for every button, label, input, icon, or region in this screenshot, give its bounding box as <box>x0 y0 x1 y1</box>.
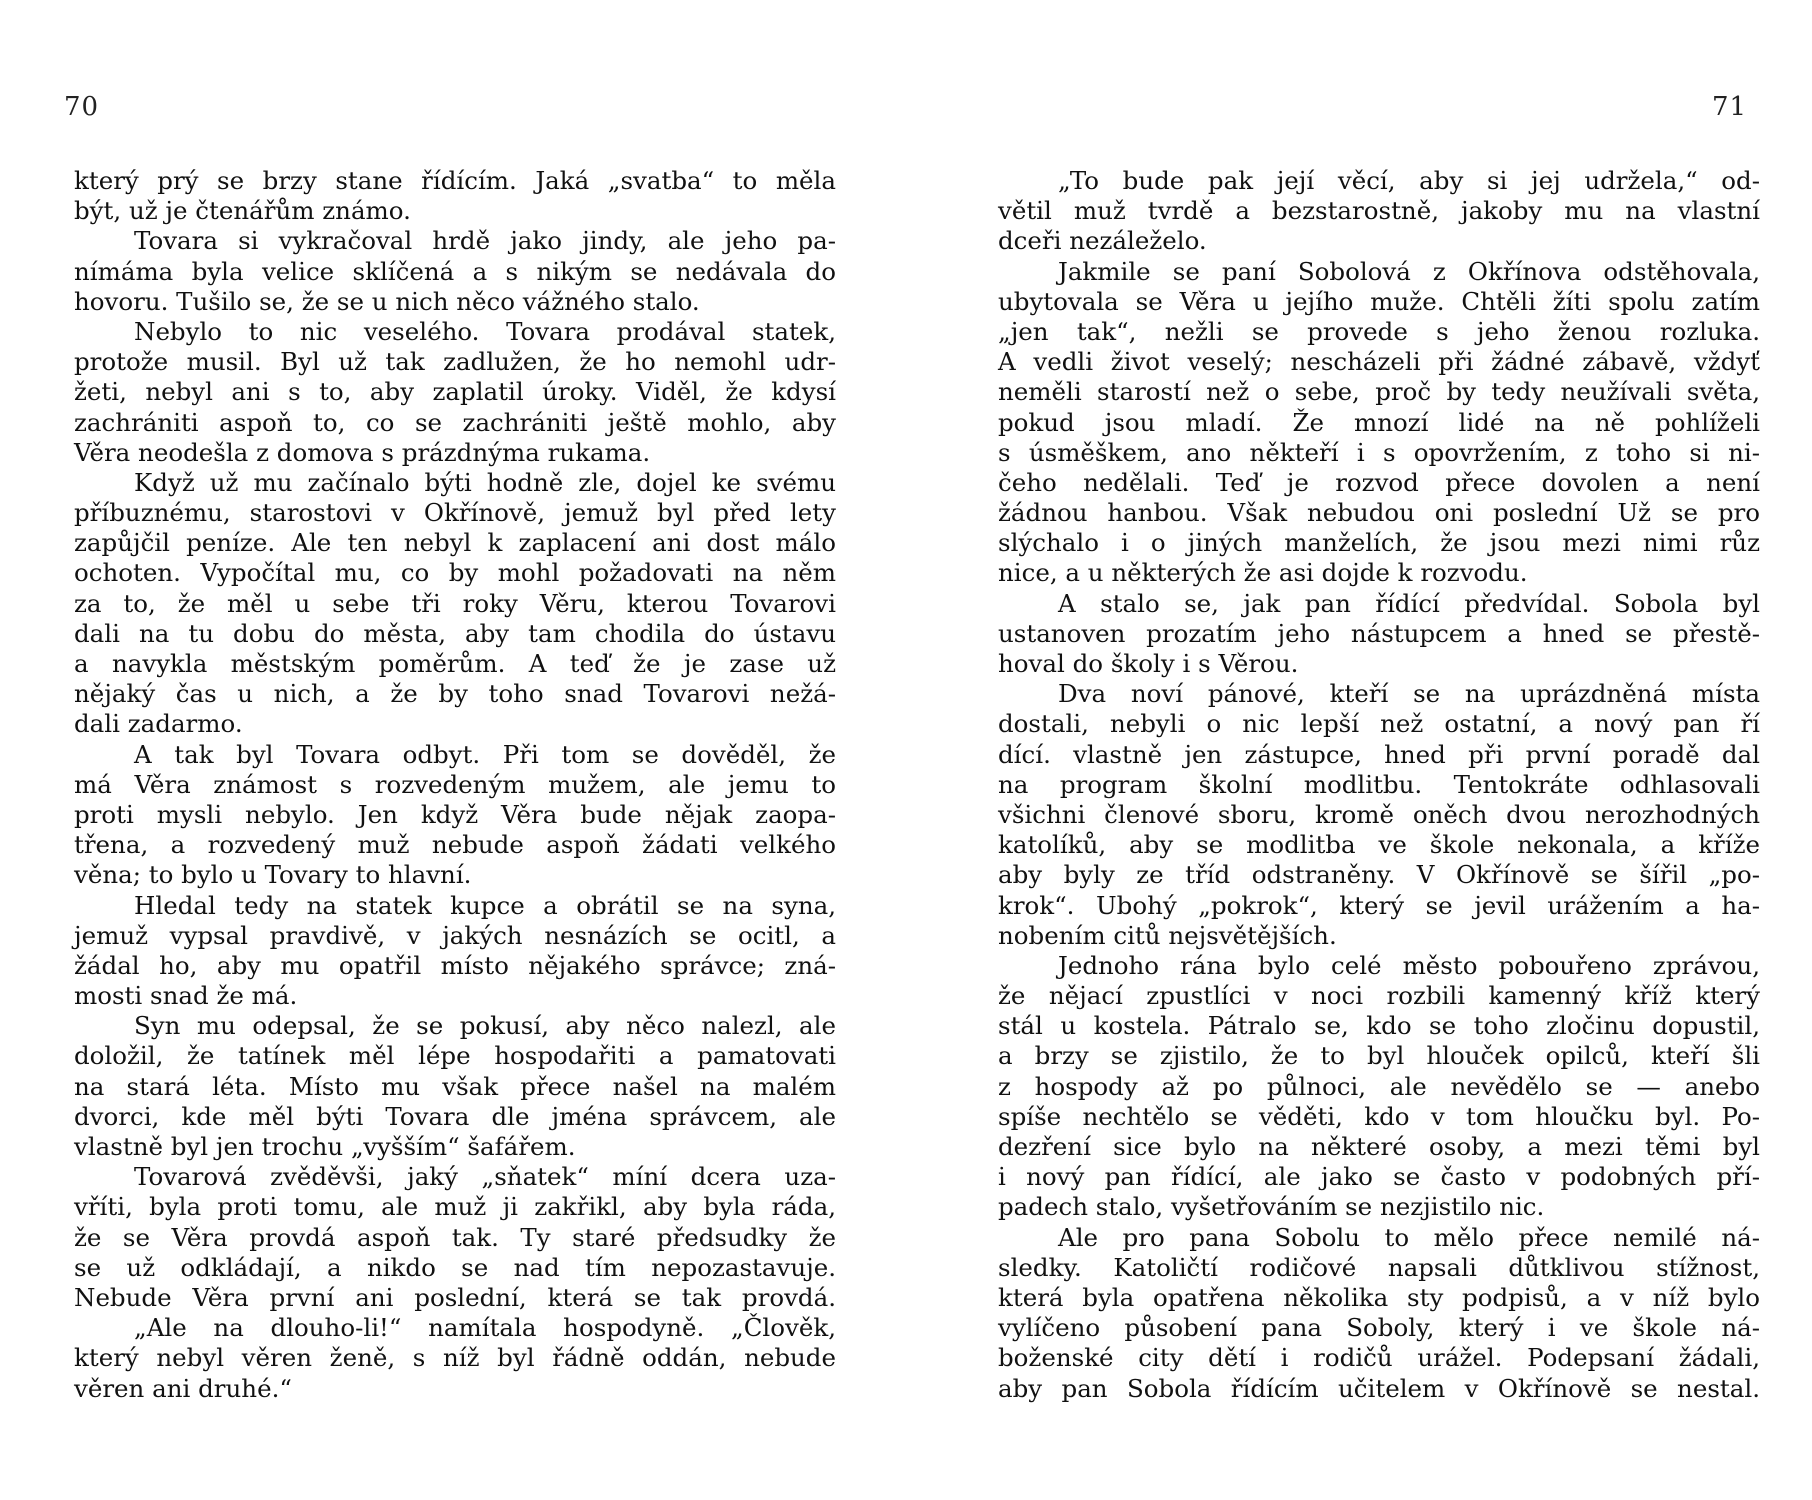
text-line: A stalo se, jak pan řídící předvídal. Sobola byl <box>1058 588 1760 618</box>
text-line: hoval do školy i s Věrou. <box>998 649 1299 678</box>
text-line: z hospody až po půlnoci, ale nevědělo se — anebo <box>998 1071 1760 1101</box>
text-line: který nebyl věren ženě, s níž byl řádně oddán, nebude <box>74 1343 836 1373</box>
text-line: A tak byl Tovara odbyt. Při tom se dověděl, že <box>134 739 836 769</box>
text-line: stál u kostela. Pátralo se, kdo se toho zločinu dopustil, <box>998 1011 1760 1041</box>
text-line: dali na tu dobu do města, aby tam chodila do ústavu <box>74 618 836 648</box>
text-line: hovoru. Tušilo se, že se u nich něco vážného stalo. <box>74 286 700 316</box>
text-line: pokud jsou mladí. Že mnozí lidé na ně pohlíželi <box>998 407 1760 437</box>
text-line: boženské city dětí i rodičů urážel. Podepsaní žádali, <box>998 1343 1760 1373</box>
text-line: nějaký čas u nich, a že by toho snad Tovarovi nežá- <box>74 679 836 709</box>
text-line: s úsměškem, ano někteří i s opovržením, z toho si ni- <box>998 437 1760 467</box>
text-line: Jakmile se paní Sobolová z Okřínova odstěhovala, <box>1058 256 1760 286</box>
right-page-text <box>998 166 1760 1404</box>
text-line: proti mysli nebylo. Jen když Věra bude nějak zaopa- <box>74 799 836 829</box>
text-line: příbuznému, starostovi v Okřínově, jemuž byl před lety <box>74 498 836 528</box>
text-line: krok“. Ubohý „pokrok“, který se jevil urážením a ha- <box>998 890 1760 920</box>
text-line: spíše nechtělo se věděti, kdo v tom hloučku byl. Po- <box>998 1101 1760 1131</box>
text-line: Věra neodešla z domova s prázdnýma rukama. <box>74 437 651 467</box>
text-line: dostali, nebyli o nic lepší než ostatní, a nový pan ří <box>998 709 1760 739</box>
text-line: že se Věra provdá aspoň tak. Ty staré předsudky že <box>74 1222 836 1252</box>
text-line: katolíků, aby se modlitba ve škole nekonala, a kříže <box>998 830 1760 860</box>
text-line: i nový pan řídící, ale jako se často v podobných pří- <box>998 1162 1760 1192</box>
text-line: „Ale na dlouho-li!“ namítala hospodyně. „Člověk, <box>134 1313 836 1343</box>
text-line: Hledal tedy na statek kupce a obrátil se na syna, <box>134 890 836 920</box>
text-line: protože musil. Byl už tak zadlužen, že ho nemohl udr- <box>74 347 836 377</box>
left-page-text <box>74 166 836 1404</box>
text-line: sledky. Katoličtí rodičové napsali důtklivou stížnost, <box>998 1252 1760 1282</box>
text-line: Dva noví pánové, kteří se na uprázdněná místa <box>1058 679 1760 709</box>
text-line: na stará léta. Místo mu však přece našel na malém <box>74 1071 836 1101</box>
page-number-right: 71 <box>1712 92 1748 122</box>
text-line: Nebylo to nic veselého. Tovara prodával statek, <box>134 316 836 346</box>
text-line: mosti snad že má. <box>74 981 298 1011</box>
text-line: která byla opatřena několika sty podpisů, a v níž bylo <box>998 1282 1760 1312</box>
text-line: a brzy se zjistilo, že to byl hlouček opilců, kteří šli <box>998 1041 1760 1071</box>
text-line: dvorci, kde měl býti Tovara dle jména správcem, ale <box>74 1101 836 1131</box>
text-line: má Věra známost s rozvedeným mužem, ale jemu to <box>74 769 836 799</box>
text-line: Syn mu odepsal, že se pokusí, aby něco nalezl, ale <box>134 1011 836 1041</box>
text-line: na program školní modlitbu. Tentokráte odhlasovali <box>998 769 1760 799</box>
text-line: A vedli život veselý; nescházeli při žádné zábavě, vždyť <box>998 347 1760 377</box>
right-page <box>906 0 1812 1500</box>
text-line: ochoten. Vypočítal mu, co by mohl požadovati na něm <box>74 558 836 588</box>
text-line: který prý se brzy stane řídícím. Jaká „svatba“ to měla <box>74 166 836 195</box>
text-line: zapůjčil peníze. Ale ten nebyl k zaplacení ani dost málo <box>74 528 836 558</box>
text-line: větil muž tvrdě a bezstarostně, jakoby mu na vlastní <box>998 196 1760 226</box>
text-line: zachrániti aspoň to, co se zachrániti ještě mohlo, aby <box>74 407 836 437</box>
text-line: ubytovala se Věra u jejího muže. Chtěli žíti spolu zatím <box>998 286 1760 316</box>
text-line: věna; to bylo u Tovary to hlavní. <box>74 860 472 890</box>
text-line: doložil, že tatínek měl lépe hospodařiti a pamatovati <box>74 1041 836 1071</box>
text-line: Tovara si vykračoval hrdě jako jindy, ale jeho pa- <box>134 226 836 256</box>
text-line: „To bude pak její věcí, aby si jej udržela,“ od- <box>1058 166 1760 195</box>
text-line: padech stalo, vyšetřováním se nezjistilo nic. <box>998 1192 1545 1222</box>
text-line: že nějací zpustlíci v noci rozbili kamenný kříž který <box>998 981 1760 1011</box>
text-line: aby byly ze tříd odstraněny. V Okřínově se šířil „po- <box>998 860 1760 890</box>
text-line: nice, a u některých že asi dojde k rozvodu. <box>998 558 1528 588</box>
text-line: dceři nezáleželo. <box>998 226 1207 256</box>
page-number-left: 70 <box>64 92 100 122</box>
text-line: nobením citů nejsvětějších. <box>998 920 1337 950</box>
text-line: vříti, byla proti tomu, ale muž ji zakřikl, aby byla ráda, <box>74 1192 836 1222</box>
text-line: Ale pro pana Sobolu to mělo přece nemilé ná- <box>1058 1222 1760 1252</box>
text-line: všichni členové sboru, kromě oněch dvou nerozhodných <box>998 799 1760 829</box>
text-line: za to, že měl u sebe tři roky Věru, kterou Tovarovi <box>74 588 836 618</box>
text-line: ustanoven prozatím jeho nástupcem a hned se přestě- <box>998 618 1760 648</box>
text-line: „jen tak“, nežli se provede s jeho ženou rozluka. <box>998 316 1760 346</box>
text-line: a navykla městským poměrům. A teď že je zase už <box>74 649 836 678</box>
text-line: nímáma byla velice sklíčená a s nikým se nedávala do <box>74 256 836 286</box>
text-line: žeti, nebyl ani s to, aby zaplatil úroky. Viděl, že kdysí <box>74 377 836 407</box>
text-line: slýchalo i o jiných manželích, že jsou mezi nimi růz <box>998 528 1760 558</box>
text-line: dezření sice bylo na některé osoby, a mezi těmi byl <box>998 1132 1760 1161</box>
text-line: dící. vlastně jen zástupce, hned při první poradě dal <box>998 739 1760 769</box>
text-line: Když už mu začínalo býti hodně zle, dojel ke svému <box>134 467 836 497</box>
text-line: věren ani druhé.“ <box>74 1373 292 1403</box>
text-line: čeho nedělali. Teď je rozvod přece dovolen a není <box>998 467 1760 497</box>
text-line: vlastně byl jen trochu „vyšším“ šafářem. <box>74 1132 576 1161</box>
text-line: žádnou hanbou. Však nebudou oni poslední Už se pro <box>998 498 1760 528</box>
text-line: Nebude Věra první ani poslední, která se tak provdá. <box>74 1282 836 1312</box>
text-line: Jednoho rána bylo celé město pobouřeno zprávou, <box>1058 950 1760 980</box>
text-line: jemuž vypsal pravdivě, v jakých nesnázích se ocitl, a <box>74 920 836 950</box>
text-line: dali zadarmo. <box>74 709 243 739</box>
text-line: žádal ho, aby mu opatřil místo nějakého správce; zná- <box>74 950 836 980</box>
text-line: Tovarová zvěděvši, jaký „sňatek“ míní dcera uza- <box>134 1162 836 1192</box>
text-line: vylíčeno působení pana Soboly, který i ve škole ná- <box>998 1313 1760 1343</box>
text-line: třena, a rozvedený muž nebude aspoň žádati velkého <box>74 830 836 860</box>
text-line: se už odkládají, a nikdo se nad tím nepozastavuje. <box>74 1252 836 1282</box>
text-line: neměli starostí než o sebe, proč by tedy neužívali světa, <box>998 377 1760 407</box>
text-line: být, už je čtenářům známo. <box>74 196 411 226</box>
text-line: aby pan Sobola řídícím učitelem v Okřínově se nestal. <box>998 1373 1760 1403</box>
